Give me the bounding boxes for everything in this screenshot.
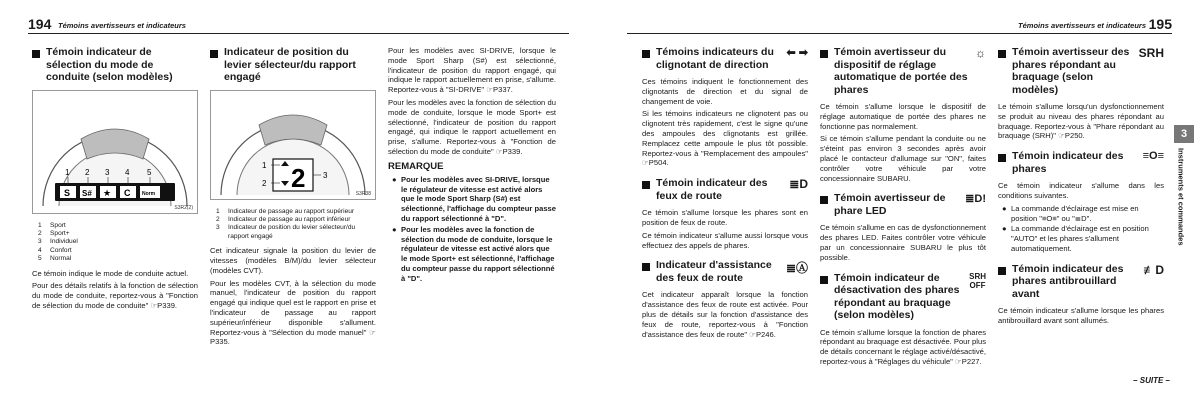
paragraph: Pour les modèles avec la fonction de sélection du mode de conduite, lorsque le mode Sport+ est sélectionné, l'indicateur de position du rapport engagé, qui indique le rapport actuellement en prise, s'allume. Reportez-vous à "Fonction de sélection du mode de conduite" ☞P339. [388, 97, 556, 156]
section-drive-mode [32, 46, 198, 84]
paragraph: Si ce témoin s'allume pendant la conduite ou ne s'éteint pas environ 3 secondes après avoir placé le contacteur d'allumage sur "ON", faites contrôler votre véhicule par votre concessionnaire SUBARU. [820, 134, 986, 183]
mode-icon-sport: S [64, 187, 71, 198]
srh-icon: SRH [1138, 46, 1164, 60]
section-bullet [642, 181, 650, 189]
right-col-2 [820, 46, 986, 370]
section-title: Témoin avertisseur des phares répondant au braquage (selon modèles) [1012, 46, 1130, 96]
remark-list [388, 175, 556, 284]
paragraph: Ce témoin indique le mode de conduite actuel. [32, 268, 189, 278]
figure-drive-mode-display [32, 90, 198, 214]
section-bullet [210, 50, 218, 58]
paragraph: Ce témoin s'allume lorsque les phares sont en position de feux de route. [642, 208, 808, 227]
paragraph: Ce témoin s'allume lorsque la fonction de phares répondant au braquage est désactivée. Pour plus de détails concernant le réglage activé/désactivé, reportez-vous à "Réglages du véhicule" ☞P227. [820, 327, 986, 366]
srh-off-icon-line2: OFF [969, 280, 986, 290]
section-title: Indicateur d'assistance des feux de route [656, 259, 772, 284]
page-number-right: 195 [1148, 16, 1172, 32]
paragraph: Ce témoin indicateur s'allume dans les conditions suivantes. [998, 181, 1164, 200]
callout-2: 2 [262, 178, 267, 188]
paragraph: Ces témoins indiquent le fonctionnement des clignotants de direction et du signal de changement de voie. [642, 77, 808, 106]
remark-title: REMARQUE [388, 160, 444, 172]
right-page-header [627, 16, 1172, 34]
mode-icon-normal: Norm [142, 190, 156, 197]
section-title: Témoin indicateur des phares [1012, 150, 1124, 175]
legend-item: 3 Individuel [38, 238, 78, 246]
section-bullet [820, 50, 828, 58]
mode-icon-individual: ★ [103, 188, 112, 199]
section-bullet [820, 196, 828, 204]
legend-item: 1 Sport [38, 221, 66, 229]
mode-icon-sport-plus: S# [82, 188, 92, 198]
header-title-left: Témoins avertisseurs et indicateurs [58, 21, 186, 30]
paragraph: Ce témoin s'allume lorsque le dispositif de réglage automatique de portée des phares ne fonctionne pas normalement. [820, 102, 986, 131]
section-headlight-leveling [820, 46, 986, 96]
section-bullet [32, 50, 40, 58]
left-col-3 [388, 46, 556, 285]
figure-code: S3R38 [355, 190, 371, 197]
paragraph: Pour les modèles avec SI-DRIVE, lorsque le mode Sport Sharp (S#) est sélectionné, l'indicateur de position du rapport engagé, qui indique le rapport actuellement en prise, s'allume. Reportez-vous à "SI-DRIVE" ☞P337. [388, 46, 556, 95]
section-bullet [998, 267, 1006, 275]
remark-item: ● Pour les modèles avec la fonction de sélection du mode de conduite, lorsque le régulateur de vitesse est activé alors que le mode Sport+ est sélectionné, l'affichage du compteur passe du rapport sélectionné à "D". [392, 224, 555, 283]
chapter-tab[interactable]: 3 [1174, 125, 1194, 143]
section-bullet [642, 263, 650, 271]
srh-off-icon-line1: SRH [969, 271, 986, 281]
paragraph: Si les témoins indicateurs ne clignotent pas ou clignotent très rapidement, c'est le signe qu'une des ampoules des clignotants est grillée. Remplacez cette ampoule le plus tôt possible. Reportez-vous à "Remplacement des ampoules" ☞P504. [642, 109, 808, 168]
right-col-1 [642, 46, 808, 342]
legend-item: 5 Normal [38, 255, 72, 263]
continued-marker: – SUITE – [1133, 376, 1170, 385]
section-bullet [642, 50, 650, 58]
left-page-header [28, 16, 569, 34]
section-title: Témoin indicateur de sélection du mode de conduite (selon modèles) [46, 46, 173, 83]
bullet-item: ● La commande d'éclairage est mise en position "≡O≡" ou "≣D". [1002, 203, 1139, 223]
paragraph: Ce témoin indicateur s'allume aussi lorsque vous effectuez des appels de phares. [642, 230, 808, 250]
paragraph: Le témoin s'allume lorsqu'un dysfonctionnement se produit au niveau des phares répondant au braquage. Reportez-vous à "Phare répondant au braquage (SRH)" ☞P250. [998, 102, 1164, 141]
header-title-right: Témoins avertisseurs et indicateurs [1018, 21, 1146, 30]
section-front-fog [998, 263, 1164, 301]
page-number-left: 194 [28, 16, 52, 32]
section-bullet [820, 276, 828, 284]
legend-item: 3 Indicateur de position du levier sélecteur/du rapport engagé [216, 224, 356, 240]
section-title: Témoin indicateur des phares antibrouillard avant [1012, 262, 1124, 300]
section-title: Indicateur de position du levier sélecteur/du rapport engagé [224, 46, 356, 83]
legend-item: 2 Sport+ [38, 229, 70, 237]
turn-signal-icon: ⬅ ➡ [786, 47, 808, 59]
left-col-1 [32, 46, 198, 314]
section-high-beam [642, 177, 808, 202]
callout-3: 3 [323, 170, 328, 180]
section-led-headlight [820, 192, 986, 217]
section-gear-position [210, 46, 376, 84]
callout-1: 1 [65, 167, 70, 177]
section-bullet [998, 154, 1006, 162]
paragraph: Cet indicateur signale la position du levier de vitesses (modèles B/M)/du levier sélecteur (modèles CVT). [210, 246, 376, 275]
gear-digit: 2 [291, 162, 306, 193]
legend-item: 1 Indicateur de passage au rapport supérieur [216, 207, 355, 215]
paragraph: Ce témoin s'allume en cas de dysfonctionnement des phares LED. Faites contrôler votre véhicule par un concessionnaire SUBARU le plus tôt possible. [820, 223, 986, 262]
paragraph: Cet indicateur apparaît lorsque la fonction d'assistance des feux de route est activée. Pour plus de détails sur la fonction d'assistance des feux de route, reportez-vous à "Fonction d'assistance des feux de route" ☞P246. [642, 290, 808, 339]
section-srh-off [820, 272, 986, 322]
callout-3: 3 [105, 167, 110, 177]
remark-item: ● Pour les modèles avec SI-DRIVE, lorsque le régulateur de vitesse est activé alors que le mode Sport Sharp (S#) est sélectionné, l'affichage du compteur passe du rapport sélectionné à "D". [392, 174, 556, 223]
callout-5: 5 [147, 167, 152, 177]
figure-code: S3R2(2) [174, 204, 193, 211]
headlight-leveling-icon: ☼ [975, 46, 986, 60]
headlight-icon: ≡O≡ [1142, 150, 1164, 163]
section-title: Témoins indicateurs du clignotant de direction [656, 46, 774, 71]
section-title: Témoin indicateur de désactivation des phares répondant au braquage (selon modèles) [834, 271, 960, 322]
chapter-title-vertical: Instruments et commandes [1176, 148, 1186, 246]
section-high-beam-assist [642, 259, 808, 284]
section-srh-warning [998, 46, 1164, 96]
figure-gear-indicator [210, 90, 376, 200]
callout-2: 2 [85, 167, 90, 177]
high-beam-icon: ≣D [789, 177, 808, 192]
front-fog-icon: ≢D [1143, 262, 1164, 277]
high-beam-assist-icon: ≣Ⓐ [785, 261, 808, 276]
callout-4: 4 [125, 167, 130, 177]
left-col-2 [210, 46, 376, 350]
section-title: Témoin indicateur des feux de route [656, 177, 768, 202]
bullet-item: ● La commande d'éclairage est en position "AUTO" et les phares s'allument automatiquement. [1002, 224, 1149, 253]
callout-1: 1 [262, 160, 267, 170]
section-bullet [998, 50, 1006, 58]
section-turn-signal [642, 46, 808, 71]
drive-mode-display-illustration [33, 91, 197, 213]
led-warning-icon: ≣D! [965, 193, 986, 206]
paragraph: Pour des détails relatifs à la fonction de sélection du mode de conduite, reportez-vous à "Fonction de sélection du mode de conduite" ☞P339. [32, 281, 198, 310]
right-col-3 [998, 46, 1164, 329]
section-title: Témoin avertisseur de phare LED [834, 192, 946, 217]
paragraph: Ce témoin indicateur s'allume lorsque les phares antibrouillard avant sont allumés. [998, 306, 1164, 326]
gear-indicator-illustration [211, 91, 375, 199]
right-page [597, 0, 1194, 400]
srh-off-icon [969, 272, 986, 290]
section-title: Témoin avertisseur du dispositif de réglage automatique de portée des phares [834, 46, 968, 96]
legend-item: 2 Indicateur de passage au rapport inférieur [216, 215, 351, 223]
legend-item: 4 Confort [38, 246, 72, 254]
section-headlight-indicator [998, 150, 1164, 175]
mode-icon-comfort: C [124, 187, 131, 198]
paragraph: Pour les modèles CVT, à la sélection du mode manuel, l'indicateur de position du rapport engagé qui indique quel est le rapport en prise et l'indicateur de passage au rapport supérieur/inférieur disponible s'allument. Reportez-vous à "Sélection du mode manuel" ☞P335. [210, 278, 376, 347]
